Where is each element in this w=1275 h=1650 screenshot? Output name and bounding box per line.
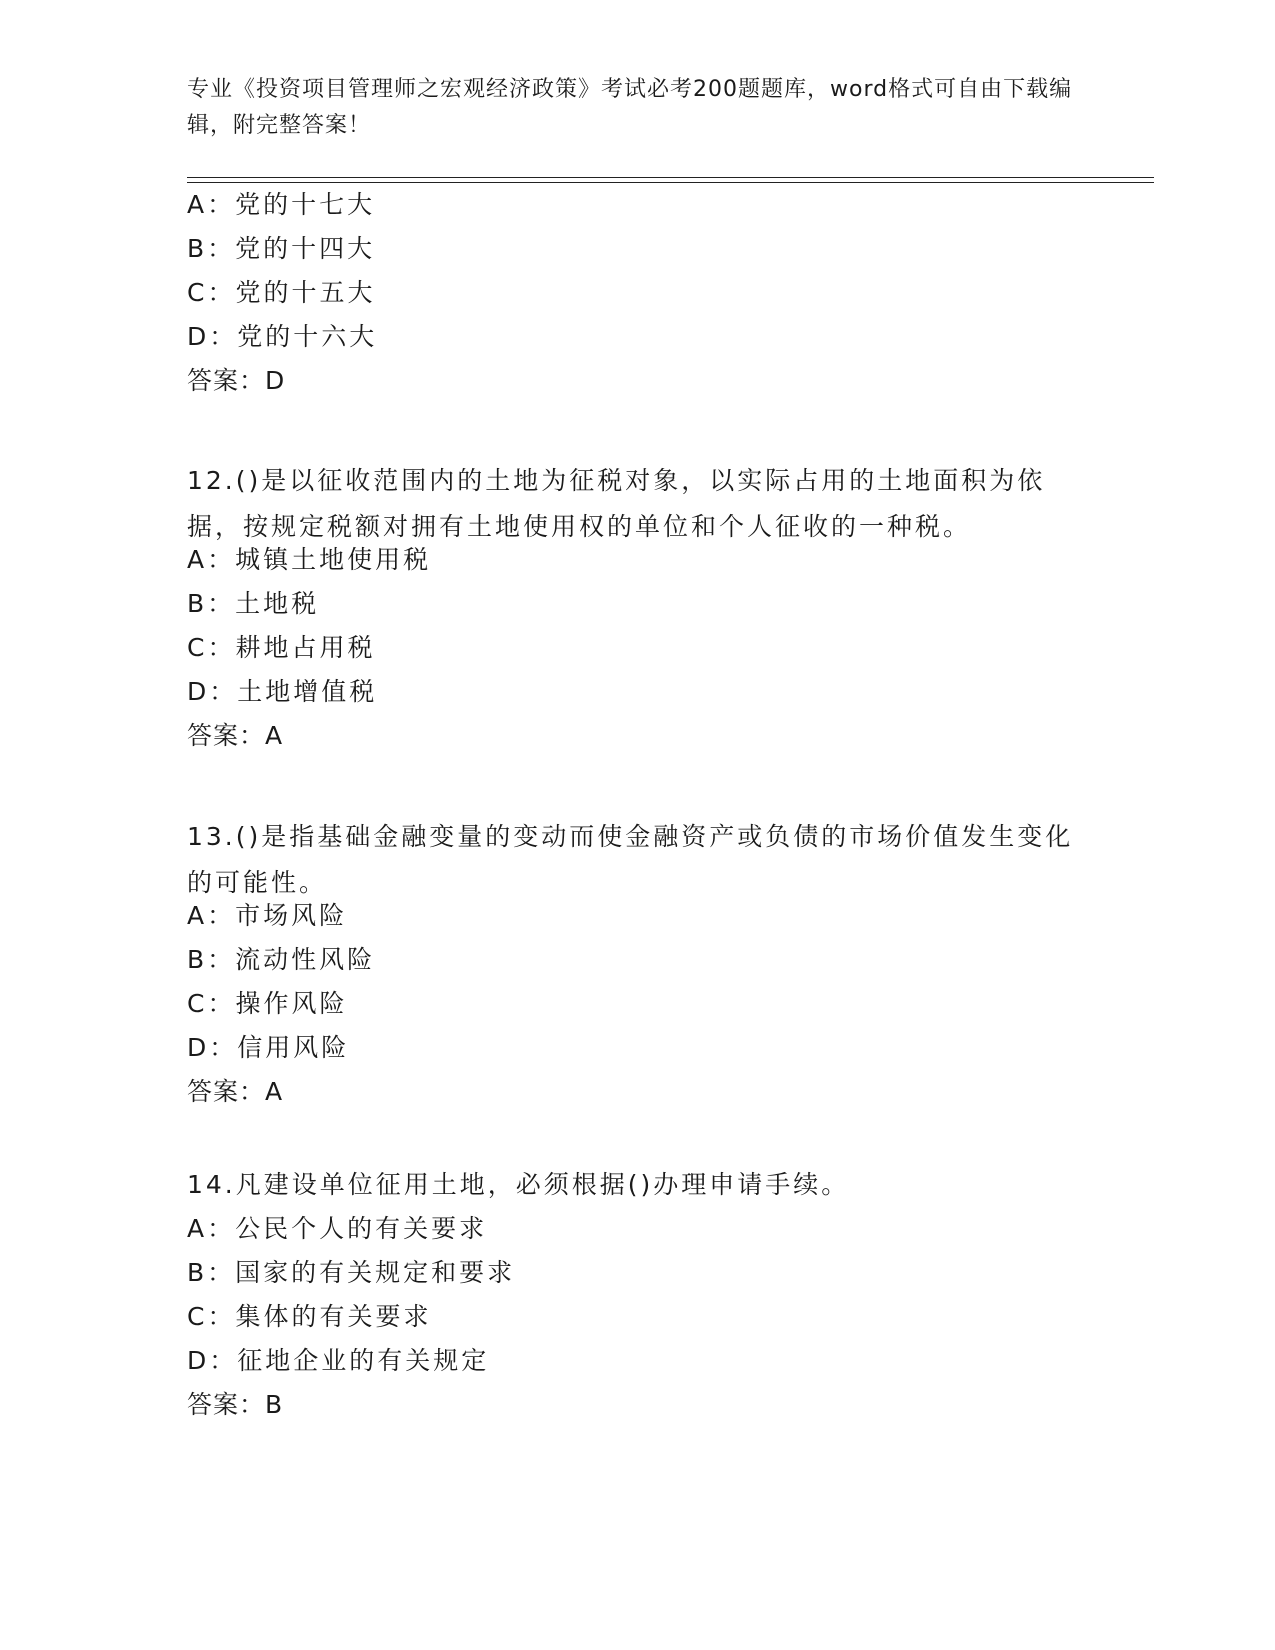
q11-option-b: B：党的十四大 (187, 234, 376, 263)
q14-option-b: B：国家的有关规定和要求 (187, 1258, 516, 1287)
q12-option-b: B：土地税 (187, 589, 320, 618)
q14-answer (187, 1390, 283, 1420)
answer-label: 答案： (187, 1390, 266, 1419)
q12-answer (187, 721, 283, 751)
header-rule-bottom (187, 182, 1154, 183)
q13-option-b: B：流动性风险 (187, 945, 376, 974)
document-header: 专业《投资项目管理师之宏观经济政策》考试必考200题题库，word格式可自由下载编辑，附完整答案！ (187, 77, 1073, 138)
q11-option-c: C：党的十五大 (187, 278, 376, 307)
q14-option-c: C：集体的有关要求 (187, 1302, 432, 1331)
q11-option-d: D：党的十六大 (187, 322, 378, 351)
answer-value: A (265, 721, 284, 750)
answer-label: 答案： (187, 366, 266, 395)
answer-value: D (265, 366, 286, 395)
q12-question: 12.()是以征收范围内的土地为征税对象，以实际占用的土地面积为依据，按规定税额对拥有土地使用权的单位和个人征收的一种税。 (187, 466, 1046, 541)
answer-label: 答案： (187, 721, 266, 750)
answer-value: A (265, 1077, 284, 1106)
q11-option-a: A：党的十七大 (187, 190, 376, 219)
q13-answer (187, 1077, 283, 1107)
q13-option-a: A：市场风险 (187, 901, 348, 930)
q13-question: 13.()是指基础金融变量的变动而使金融资产或负债的市场价值发生变化的可能性。 (187, 822, 1074, 897)
answer-value: B (265, 1390, 284, 1419)
answer-label: 答案： (187, 1077, 266, 1106)
q12-option-c: C：耕地占用税 (187, 633, 376, 662)
q13-option-d: D：信用风险 (187, 1033, 350, 1062)
q14-option-a: A：公民个人的有关要求 (187, 1214, 488, 1243)
q12-option-a: A：城镇土地使用税 (187, 545, 432, 574)
q11-answer (187, 366, 285, 396)
q13-option-c: C：操作风险 (187, 989, 348, 1018)
q14-option-d: D：征地企业的有关规定 (187, 1346, 490, 1375)
header-rule-top (187, 177, 1154, 178)
q14-question: 14.凡建设单位征用土地，必须根据()办理申请手续。 (187, 1170, 850, 1199)
q12-option-d: D：土地增值税 (187, 677, 378, 706)
